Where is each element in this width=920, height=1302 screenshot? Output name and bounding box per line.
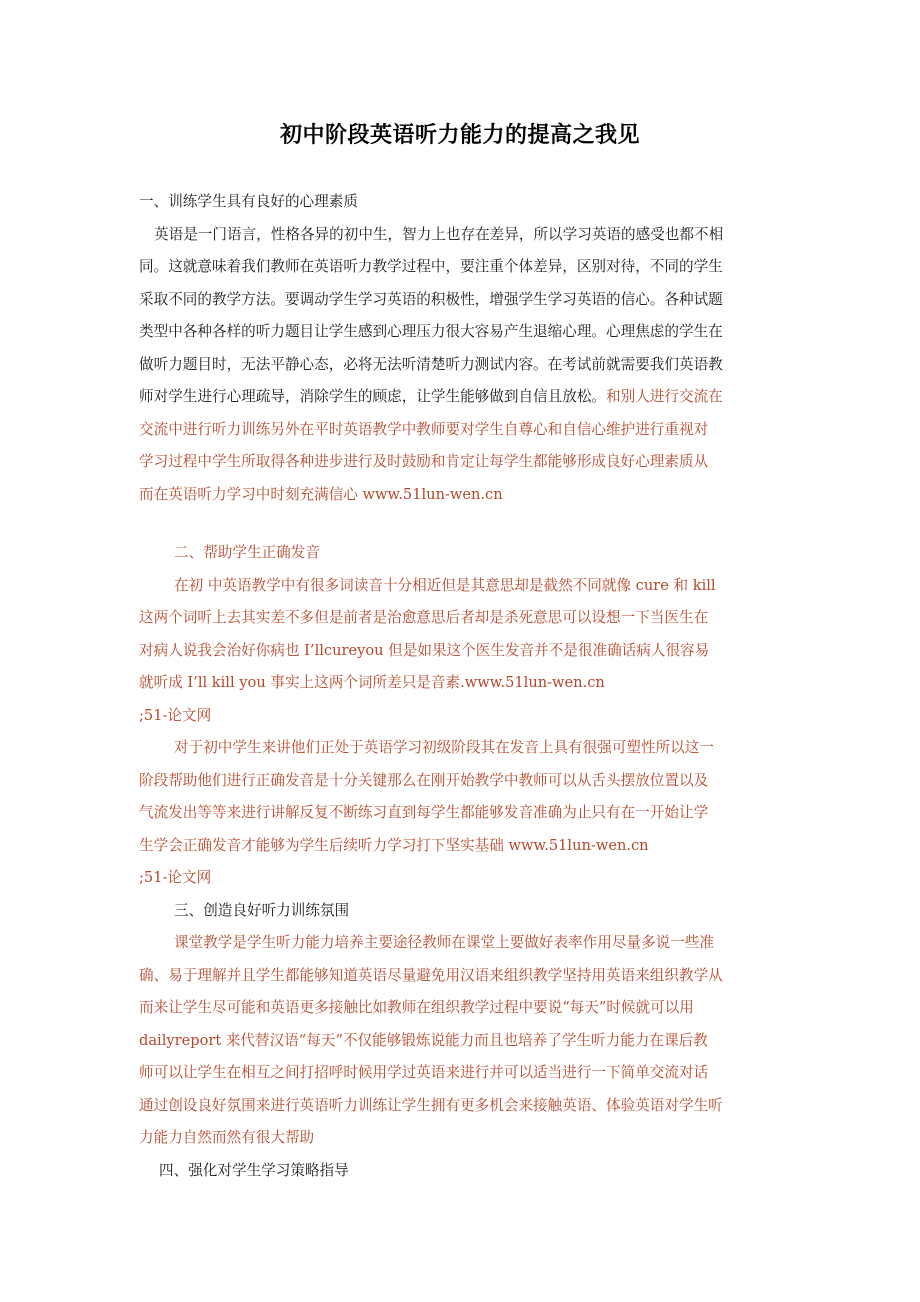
- paragraph-line-highlight: ;51-论文网: [139, 706, 212, 724]
- section-heading-1: 一、训练学生具有良好的心理素质: [139, 193, 358, 210]
- paragraph-line: 采取不同的教学方法。要调动学生学习英语的积极性，增强学生学习英语的信心。各种试题: [139, 290, 723, 308]
- paragraph-line-highlight: 生学会正确发音才能够为学生后续听力学习打下坚实基础 www.51lun-wen.cn: [139, 836, 649, 854]
- paragraph-line-highlight: 而在英语听力学习中时刻充满信心 www.51lun-wen.cn: [139, 485, 503, 503]
- paragraph-line-highlight: 就听成 I’ll kill you 事实上这两个词所差只是音素.www.51lun-wen.cn: [139, 674, 605, 691]
- paragraph-line-highlight: 对于初中学生来讲他们正处于英语学习初级阶段其在发音上具有很强可塑性所以这一: [174, 739, 714, 756]
- paragraph-line-highlight: 而来让学生尽可能和英语更多接触比如教师在组织教学过程中要说“每天”时候就可以用: [139, 999, 694, 1016]
- paragraph-segment: 师对学生进行心理疏导，消除学生的顾虑，让学生能够做到自信且放松。: [139, 388, 607, 405]
- section-heading-4: 四、强化对学生学习策略指导: [159, 1161, 349, 1179]
- section-heading-3: 三、创造良好听力训练氛围: [174, 901, 350, 919]
- paragraph-line-highlight: 学习过程中学生所取得各种进步进行及时鼓励和肯定让每学生都能够形成良好心理素质从: [139, 453, 709, 470]
- paragraph-line-highlight: 这两个词听上去其实差不多但是前者是治愈意思后者却是杀死意思可以设想一下当医生在: [139, 609, 709, 626]
- paragraph-line-highlight: 通过创设良好氛围来进行英语听力训练让学生拥有更多机会来接触英语、体验英语对学生听: [139, 1096, 723, 1114]
- paragraph-line-highlight: 对病人说我会治好你病也 I’llcureyou 但是如果这个医生发音并不是很准确话病人很容易: [139, 641, 710, 659]
- paragraph-line: 英语是一门语言，性格各异的初中生，智力上也存在差异，所以学习英语的感受也都不相: [154, 225, 724, 243]
- paragraph-line-highlight: 交流中进行听力训练另外在平时英语教学中教师要对学生自尊心和自信心维护进行重视对: [139, 420, 709, 438]
- paragraph-line-highlight: 气流发出等等来进行讲解反复不断练习直到每学生都能够发音准确为止只有在一开始让学: [139, 804, 709, 821]
- paragraph-line-highlight: 课堂教学是学生听力能力培养主要途径教师在课堂上要做好表率作用尽量多说一些准: [174, 934, 714, 951]
- paragraph-line-highlight: 师可以让学生在相互之间打招呼时候用学过英语来进行并可以适当进行一下简单交流对话: [139, 1064, 709, 1081]
- document-title: 初中阶段英语听力能力的提高之我见: [279, 122, 640, 148]
- paragraph-segment-highlight: 和别人进行交流在: [606, 388, 723, 405]
- paragraph-line-highlight: dailyreport 来代替汉语“每天”不仅能够锻炼说能力而且也培养了学生听力能力在课后教: [139, 1031, 708, 1049]
- paragraph-line: 做听力题目时，无法平静心态，必将无法听清楚听力测试内容。在考试前就需要我们英语教: [139, 355, 723, 373]
- section-heading-2: 二、帮助学生正确发音: [174, 544, 320, 561]
- paragraph-line-highlight: 在初 中英语教学中有很多词读音十分相近但是其意思却是截然不同就像 cure 和 kill: [174, 576, 716, 594]
- paragraph-line: 同。这就意味着我们教师在英语听力教学过程中，要注重个体差异，区别对待，不同的学生: [139, 258, 723, 275]
- paragraph-line-highlight: 确、易于理解并且学生都能够知道英语尽量避免用汉语来组织教学坚持用英语来组织教学从: [139, 966, 723, 984]
- paragraph-line: 类型中各种各样的听力题目让学生感到心理压力很大容易产生退缩心理。心理焦虑的学生在: [139, 323, 723, 340]
- section-spacer: [139, 511, 785, 537]
- paragraph-line-mixed: [139, 381, 785, 414]
- document-body: [139, 186, 785, 1187]
- paragraph-line-highlight: 力能力自然而然有很大帮助: [139, 1129, 315, 1146]
- paragraph-line-highlight: 阶段帮助他们进行正确发音是十分关键那么在刚开始教学中教师可以从舌头摆放位置以及: [139, 771, 709, 789]
- paragraph-line-highlight: ;51-论文网: [139, 869, 212, 886]
